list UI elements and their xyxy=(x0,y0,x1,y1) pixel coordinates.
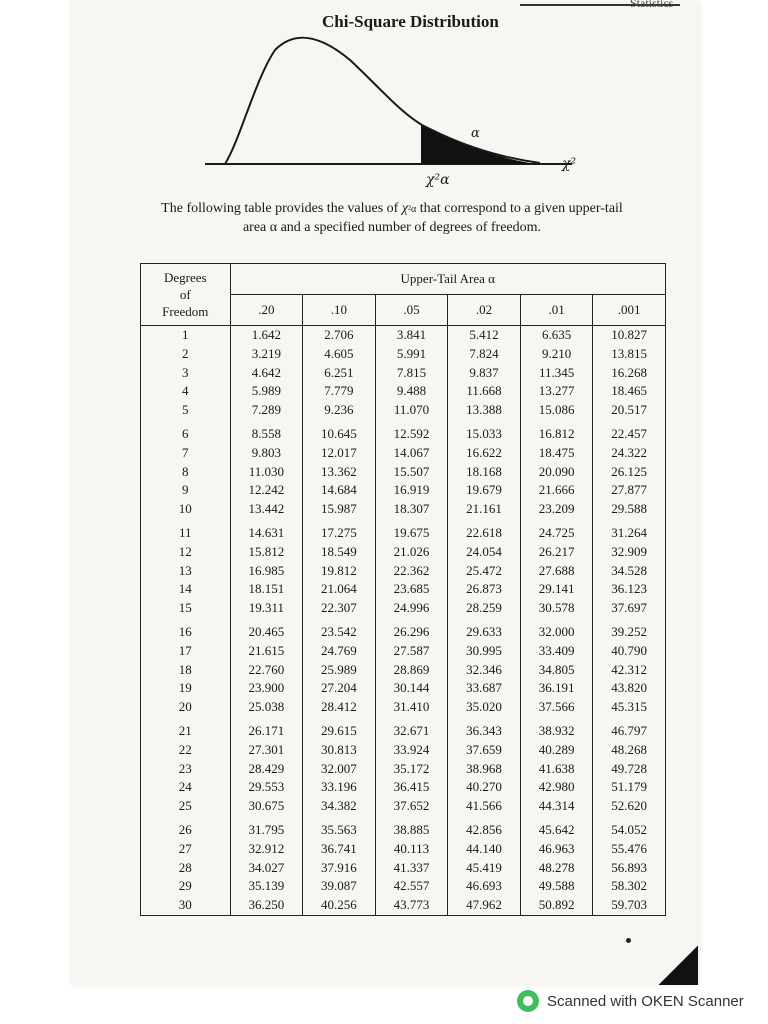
value-cell: 31.410 xyxy=(375,698,448,717)
value-cell: 36.191 xyxy=(520,679,593,698)
df-cell: 14 xyxy=(141,580,231,599)
value-cell: 14.631 xyxy=(230,519,303,543)
df-cell: 13 xyxy=(141,562,231,581)
value-cell: 29.553 xyxy=(230,778,303,797)
df-cell: 15 xyxy=(141,599,231,618)
table-row xyxy=(141,896,666,915)
df-cell: 27 xyxy=(141,840,231,859)
value-cell: 21.666 xyxy=(520,481,593,500)
value-cell: 38.932 xyxy=(520,717,593,741)
table-row xyxy=(141,760,666,779)
value-cell: 45.315 xyxy=(593,698,666,717)
value-cell: 16.919 xyxy=(375,481,448,500)
value-cell: 21.064 xyxy=(303,580,376,599)
value-cell: 28.869 xyxy=(375,661,448,680)
df-cell: 20 xyxy=(141,698,231,717)
value-cell: 25.472 xyxy=(448,562,521,581)
value-cell: 34.528 xyxy=(593,562,666,581)
value-cell: 23.542 xyxy=(303,618,376,642)
value-cell: 40.790 xyxy=(593,642,666,661)
value-cell: 17.275 xyxy=(303,519,376,543)
table-description: The following table provides the values of χ²α that correspond to a given upper-tail area α and a specified number of degrees of freedom. xyxy=(161,201,623,235)
value-cell: 41.337 xyxy=(375,859,448,878)
value-cell: 34.805 xyxy=(520,661,593,680)
table-row xyxy=(141,741,666,760)
value-cell: 21.615 xyxy=(230,642,303,661)
value-cell: 33.409 xyxy=(520,642,593,661)
value-cell: 25.038 xyxy=(230,698,303,717)
value-cell: 12.592 xyxy=(375,420,448,444)
value-cell: 22.457 xyxy=(593,420,666,444)
value-cell: 33.196 xyxy=(303,778,376,797)
value-cell: 46.693 xyxy=(448,877,521,896)
value-cell: 49.728 xyxy=(593,760,666,779)
value-cell: 31.264 xyxy=(593,519,666,543)
value-cell: 21.026 xyxy=(375,543,448,562)
value-cell: 3.219 xyxy=(230,345,303,364)
value-cell: 48.268 xyxy=(593,741,666,760)
value-cell: 15.507 xyxy=(375,463,448,482)
value-cell: 23.209 xyxy=(520,500,593,519)
table-row xyxy=(141,679,666,698)
desc-line1-part1: The following table provides the values of xyxy=(161,201,402,216)
table-row xyxy=(141,778,666,797)
df-cell: 6 xyxy=(141,420,231,444)
value-cell: 26.171 xyxy=(230,717,303,741)
value-cell: 18.151 xyxy=(230,580,303,599)
value-cell: 11.030 xyxy=(230,463,303,482)
df-cell: 21 xyxy=(141,717,231,741)
df-cell: 19 xyxy=(141,679,231,698)
value-cell: 26.873 xyxy=(448,580,521,599)
df-cell: 1 xyxy=(141,326,231,345)
critical-value-label: χ²α xyxy=(426,172,450,188)
value-cell: 4.642 xyxy=(230,364,303,383)
value-cell: 23.900 xyxy=(230,679,303,698)
value-cell: 5.412 xyxy=(448,326,521,345)
value-cell: 29.588 xyxy=(593,500,666,519)
df-cell: 29 xyxy=(141,877,231,896)
table-row xyxy=(141,877,666,896)
value-cell: 55.476 xyxy=(593,840,666,859)
table-row xyxy=(141,364,666,383)
value-cell: 32.909 xyxy=(593,543,666,562)
value-cell: 37.916 xyxy=(303,859,376,878)
value-cell: 35.139 xyxy=(230,877,303,896)
df-cell: 30 xyxy=(141,896,231,915)
value-cell: 18.307 xyxy=(375,500,448,519)
table-row xyxy=(141,420,666,444)
value-cell: 31.795 xyxy=(230,816,303,840)
df-cell: 22 xyxy=(141,741,231,760)
value-cell: 7.779 xyxy=(303,382,376,401)
value-cell: 42.980 xyxy=(520,778,593,797)
value-cell: 42.557 xyxy=(375,877,448,896)
value-cell: 19.311 xyxy=(230,599,303,618)
value-cell: 14.067 xyxy=(375,444,448,463)
table-row xyxy=(141,859,666,878)
value-cell: 11.345 xyxy=(520,364,593,383)
value-cell: 10.827 xyxy=(593,326,666,345)
value-cell: 4.605 xyxy=(303,345,376,364)
column-header: .20 xyxy=(230,295,303,326)
value-cell: 10.645 xyxy=(303,420,376,444)
value-cell: 19.812 xyxy=(303,562,376,581)
table-row xyxy=(141,345,666,364)
value-cell: 51.179 xyxy=(593,778,666,797)
upper-tail-area-header: Upper-Tail Area α xyxy=(230,264,665,295)
value-cell: 16.268 xyxy=(593,364,666,383)
table-row xyxy=(141,500,666,519)
value-cell: 44.314 xyxy=(520,797,593,816)
chi-square-table xyxy=(140,263,666,916)
value-cell: 18.168 xyxy=(448,463,521,482)
value-cell: 6.251 xyxy=(303,364,376,383)
value-cell: 18.475 xyxy=(520,444,593,463)
value-cell: 38.968 xyxy=(448,760,521,779)
value-cell: 27.587 xyxy=(375,642,448,661)
table-row xyxy=(141,326,666,345)
column-header: .10 xyxy=(303,295,376,326)
df-header: Degrees of Freedom xyxy=(141,264,231,326)
value-cell: 3.841 xyxy=(375,326,448,345)
value-cell: 32.000 xyxy=(520,618,593,642)
value-cell: 12.242 xyxy=(230,481,303,500)
df-cell: 3 xyxy=(141,364,231,383)
value-cell: 30.995 xyxy=(448,642,521,661)
value-cell: 24.054 xyxy=(448,543,521,562)
value-cell: 38.885 xyxy=(375,816,448,840)
value-cell: 36.250 xyxy=(230,896,303,915)
value-cell: 19.675 xyxy=(375,519,448,543)
df-cell: 4 xyxy=(141,382,231,401)
value-cell: 32.007 xyxy=(303,760,376,779)
table-row xyxy=(141,618,666,642)
value-cell: 32.912 xyxy=(230,840,303,859)
df-cell: 7 xyxy=(141,444,231,463)
value-cell: 11.668 xyxy=(448,382,521,401)
oken-scanner-logo-icon xyxy=(517,990,539,1012)
value-cell: 13.388 xyxy=(448,401,521,420)
value-cell: 41.638 xyxy=(520,760,593,779)
table-row xyxy=(141,797,666,816)
value-cell: 23.685 xyxy=(375,580,448,599)
value-cell: 34.027 xyxy=(230,859,303,878)
value-cell: 27.877 xyxy=(593,481,666,500)
table-row xyxy=(141,401,666,420)
value-cell: 27.688 xyxy=(520,562,593,581)
value-cell: 20.090 xyxy=(520,463,593,482)
value-cell: 28.429 xyxy=(230,760,303,779)
value-cell: 24.769 xyxy=(303,642,376,661)
table-row xyxy=(141,382,666,401)
value-cell: 40.289 xyxy=(520,741,593,760)
value-cell: 37.566 xyxy=(520,698,593,717)
value-cell: 27.204 xyxy=(303,679,376,698)
value-cell: 9.236 xyxy=(303,401,376,420)
table-row xyxy=(141,840,666,859)
value-cell: 35.020 xyxy=(448,698,521,717)
value-cell: 13.277 xyxy=(520,382,593,401)
df-cell: 2 xyxy=(141,345,231,364)
value-cell: 25.989 xyxy=(303,661,376,680)
value-cell: 9.837 xyxy=(448,364,521,383)
value-cell: 13.442 xyxy=(230,500,303,519)
scan-shadow xyxy=(658,945,698,985)
value-cell: 30.578 xyxy=(520,599,593,618)
table-row xyxy=(141,580,666,599)
value-cell: 9.803 xyxy=(230,444,303,463)
value-cell: 45.419 xyxy=(448,859,521,878)
df-cell: 8 xyxy=(141,463,231,482)
column-header: .05 xyxy=(375,295,448,326)
chi-symbol: χ xyxy=(401,201,409,216)
value-cell: 37.659 xyxy=(448,741,521,760)
value-cell: 5.989 xyxy=(230,382,303,401)
value-cell: 40.256 xyxy=(303,896,376,915)
density-curve xyxy=(225,38,540,164)
value-cell: 58.302 xyxy=(593,877,666,896)
value-cell: 46.963 xyxy=(520,840,593,859)
value-cell: 42.312 xyxy=(593,661,666,680)
value-cell: 41.566 xyxy=(448,797,521,816)
page-title: Chi-Square Distribution xyxy=(322,12,499,31)
value-cell: 34.382 xyxy=(303,797,376,816)
value-cell: 26.125 xyxy=(593,463,666,482)
df-cell: 11 xyxy=(141,519,231,543)
table-row xyxy=(141,444,666,463)
desc-line2: area α and a specified number of degrees of freedom. xyxy=(242,220,542,235)
value-cell: 7.289 xyxy=(230,401,303,420)
scanner-text: Scanned with OKEN Scanner xyxy=(547,992,744,1010)
value-cell: 43.820 xyxy=(593,679,666,698)
table-row xyxy=(141,599,666,618)
value-cell: 32.346 xyxy=(448,661,521,680)
table-row xyxy=(141,463,666,482)
value-cell: 36.741 xyxy=(303,840,376,859)
value-cell: 22.618 xyxy=(448,519,521,543)
value-cell: 33.924 xyxy=(375,741,448,760)
value-cell: 29.633 xyxy=(448,618,521,642)
value-cell: 50.892 xyxy=(520,896,593,915)
value-cell: 40.270 xyxy=(448,778,521,797)
value-cell: 15.033 xyxy=(448,420,521,444)
column-header: .01 xyxy=(520,295,593,326)
df-cell: 5 xyxy=(141,401,231,420)
table-row xyxy=(141,816,666,840)
value-cell: 20.517 xyxy=(593,401,666,420)
value-cell: 30.144 xyxy=(375,679,448,698)
df-cell: 24 xyxy=(141,778,231,797)
value-cell: 20.465 xyxy=(230,618,303,642)
value-cell: 26.217 xyxy=(520,543,593,562)
df-cell: 23 xyxy=(141,760,231,779)
df-cell: 26 xyxy=(141,816,231,840)
value-cell: 12.017 xyxy=(303,444,376,463)
value-cell: 43.773 xyxy=(375,896,448,915)
df-cell: 25 xyxy=(141,797,231,816)
value-cell: 39.252 xyxy=(593,618,666,642)
value-cell: 2.706 xyxy=(303,326,376,345)
value-cell: 29.615 xyxy=(303,717,376,741)
value-cell: 46.797 xyxy=(593,717,666,741)
column-header: .001 xyxy=(593,295,666,326)
column-header: .02 xyxy=(448,295,521,326)
value-cell: 36.123 xyxy=(593,580,666,599)
value-cell: 9.210 xyxy=(520,345,593,364)
table-row xyxy=(141,519,666,543)
value-cell: 48.278 xyxy=(520,859,593,878)
value-cell: 32.671 xyxy=(375,717,448,741)
value-cell: 39.087 xyxy=(303,877,376,896)
value-cell: 42.856 xyxy=(448,816,521,840)
value-cell: 7.815 xyxy=(375,364,448,383)
value-cell: 27.301 xyxy=(230,741,303,760)
value-cell: 33.687 xyxy=(448,679,521,698)
df-cell: 28 xyxy=(141,859,231,878)
value-cell: 35.172 xyxy=(375,760,448,779)
value-cell: 22.362 xyxy=(375,562,448,581)
value-cell: 47.962 xyxy=(448,896,521,915)
value-cell: 16.985 xyxy=(230,562,303,581)
value-cell: 11.070 xyxy=(375,401,448,420)
table-row xyxy=(141,481,666,500)
table-row xyxy=(141,717,666,741)
df-cell: 18 xyxy=(141,661,231,680)
value-cell: 37.697 xyxy=(593,599,666,618)
df-cell: 10 xyxy=(141,500,231,519)
value-cell: 15.086 xyxy=(520,401,593,420)
value-cell: 52.620 xyxy=(593,797,666,816)
value-cell: 13.362 xyxy=(303,463,376,482)
value-cell: 15.812 xyxy=(230,543,303,562)
value-cell: 8.558 xyxy=(230,420,303,444)
df-cell: 12 xyxy=(141,543,231,562)
desc-line1-part2: that correspond to a given upper-tail xyxy=(416,201,623,216)
value-cell: 40.113 xyxy=(375,840,448,859)
value-cell: 14.684 xyxy=(303,481,376,500)
value-cell: 5.991 xyxy=(375,345,448,364)
value-cell: 59.703 xyxy=(593,896,666,915)
value-cell: 24.725 xyxy=(520,519,593,543)
table-row xyxy=(141,661,666,680)
table-row xyxy=(141,642,666,661)
value-cell: 6.635 xyxy=(520,326,593,345)
value-cell: 15.987 xyxy=(303,500,376,519)
value-cell: 22.760 xyxy=(230,661,303,680)
value-cell: 28.412 xyxy=(303,698,376,717)
value-cell: 29.141 xyxy=(520,580,593,599)
value-cell: 16.622 xyxy=(448,444,521,463)
value-cell: 37.652 xyxy=(375,797,448,816)
value-cell: 1.642 xyxy=(230,326,303,345)
value-cell: 56.893 xyxy=(593,859,666,878)
df-cell: 17 xyxy=(141,642,231,661)
table-row xyxy=(141,562,666,581)
df-cell: 9 xyxy=(141,481,231,500)
value-cell: 30.675 xyxy=(230,797,303,816)
value-cell: 13.815 xyxy=(593,345,666,364)
value-cell: 49.588 xyxy=(520,877,593,896)
value-cell: 19.679 xyxy=(448,481,521,500)
value-cell: 28.259 xyxy=(448,599,521,618)
value-cell: 45.642 xyxy=(520,816,593,840)
value-cell: 36.415 xyxy=(375,778,448,797)
alpha-label: α xyxy=(471,126,480,141)
value-cell: 9.488 xyxy=(375,382,448,401)
table-row xyxy=(141,543,666,562)
chi-square-curve-figure xyxy=(200,30,580,170)
corner-text: Statistics xyxy=(630,0,674,10)
value-cell: 18.549 xyxy=(303,543,376,562)
value-cell: 35.563 xyxy=(303,816,376,840)
chi-square-axis-label: χ² xyxy=(562,156,577,172)
value-cell: 18.465 xyxy=(593,382,666,401)
value-cell: 30.813 xyxy=(303,741,376,760)
page-mark xyxy=(626,938,631,943)
df-cell: 16 xyxy=(141,618,231,642)
scanner-watermark xyxy=(517,990,744,1012)
value-cell: 44.140 xyxy=(448,840,521,859)
value-cell: 7.824 xyxy=(448,345,521,364)
value-cell: 36.343 xyxy=(448,717,521,741)
table-row xyxy=(141,698,666,717)
value-cell: 21.161 xyxy=(448,500,521,519)
table-body xyxy=(141,326,666,916)
value-cell: 22.307 xyxy=(303,599,376,618)
value-cell: 16.812 xyxy=(520,420,593,444)
value-cell: 26.296 xyxy=(375,618,448,642)
value-cell: 54.052 xyxy=(593,816,666,840)
value-cell: 24.996 xyxy=(375,599,448,618)
value-cell: 24.322 xyxy=(593,444,666,463)
